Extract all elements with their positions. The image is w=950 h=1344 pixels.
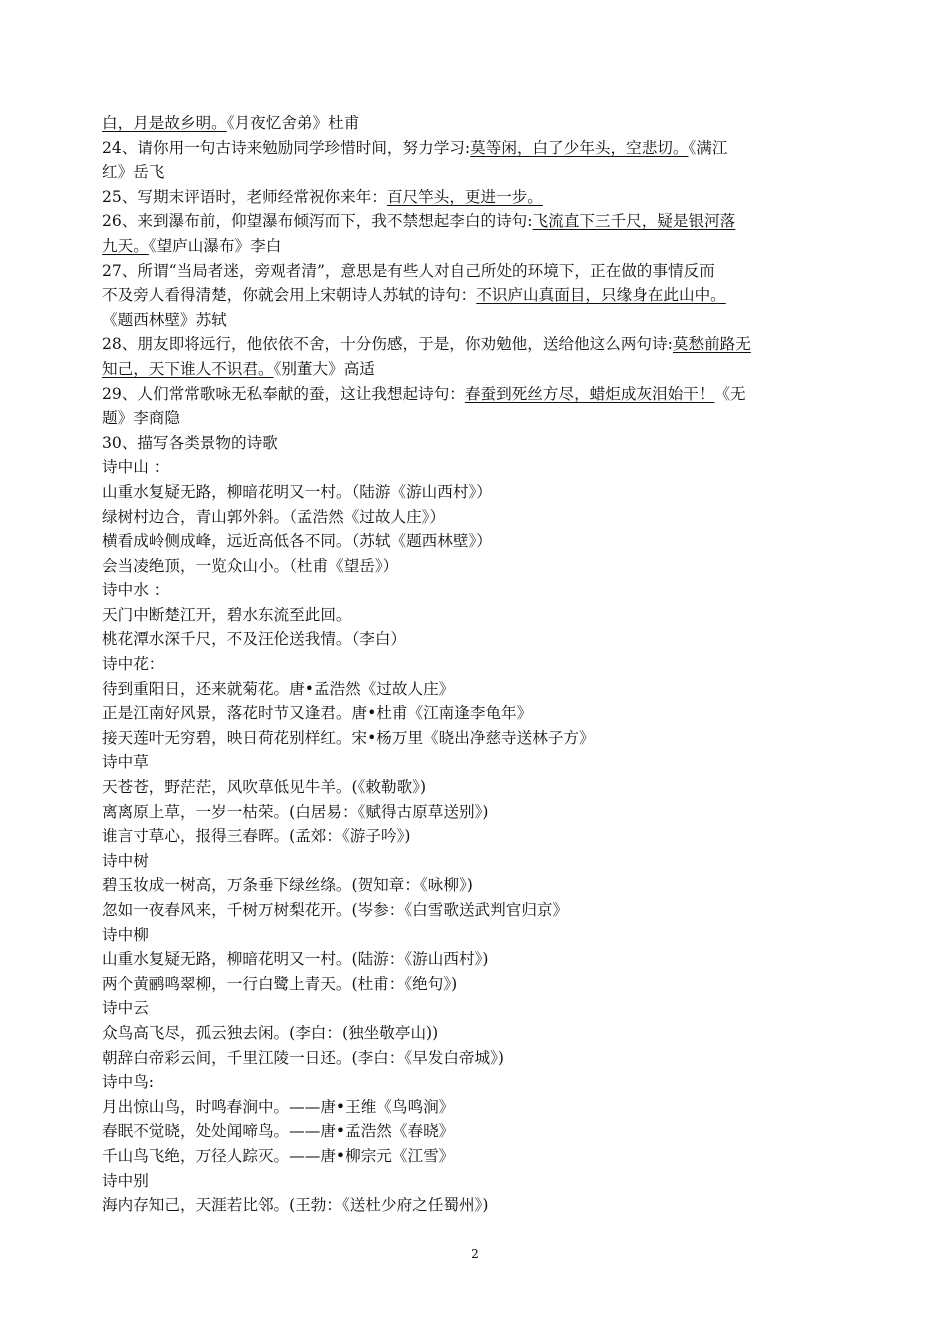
text-segment: 30、描写各类景物的诗歌 xyxy=(102,433,278,452)
text-segment: 《别董大》高适 xyxy=(273,359,375,378)
text-segment: 绿树村边合，青山郭外斜。（孟浩然《过故人庄》） xyxy=(102,507,446,526)
text-segment: 《无 xyxy=(714,384,746,403)
text-line xyxy=(102,701,854,726)
text-line xyxy=(102,259,854,284)
text-segment: 众鸟高飞尽，孤云独去闲。(李白：(独坐敬亭山)) xyxy=(102,1023,439,1042)
text-line xyxy=(102,1119,854,1144)
text-line xyxy=(102,972,854,997)
text-segment: 月出惊山鸟，时鸣春涧中。——唐•王维《鸟鸣涧》 xyxy=(102,1097,455,1116)
underlined-answer: 飞流直下三千尺，疑是银河落 xyxy=(532,212,736,231)
text-line xyxy=(102,627,854,652)
text-segment: 诗中山 ： xyxy=(102,458,170,477)
text-segment: 25、写期末评语时，老师经常祝你来年： xyxy=(102,187,387,206)
text-segment: 桃花潭水深千尺，不及汪伦送我情。（李白） xyxy=(102,630,407,649)
text-segment: 《满江 xyxy=(688,138,728,157)
text-line xyxy=(102,652,854,677)
text-segment: 接天莲叶无穷碧，映日荷花别样红。宋•杨万里《晓出净慈寺送林子方》 xyxy=(102,728,595,747)
text-line xyxy=(102,1144,854,1169)
text-line xyxy=(102,800,854,825)
text-line xyxy=(102,111,854,136)
text-line xyxy=(102,578,854,603)
text-segment: 题》李商隐 xyxy=(102,409,180,428)
underlined-answer: 不识庐山真面目，只缘身在此山中。 xyxy=(476,286,726,305)
text-segment: 不及旁人看得清楚，你就会用上宋朝诗人苏轼的诗句： xyxy=(102,286,477,305)
underlined-answer: 九天。 xyxy=(102,236,149,255)
text-line xyxy=(102,308,854,333)
text-line xyxy=(102,357,854,382)
text-line xyxy=(102,898,854,923)
underlined-answer: 春蚕到死丝方尽，蜡炬成灰泪始干！ xyxy=(464,384,715,403)
underlined-answer: 莫愁前路无 xyxy=(672,335,751,354)
text-line xyxy=(102,382,854,407)
underlined-answer: 莫等闲，白了少年头，空悲切。 xyxy=(470,138,689,157)
text-line xyxy=(102,923,854,948)
text-segment: 《望庐山瀑布》李白 xyxy=(148,236,282,255)
text-segment: 谁言寸草心，报得三春晖。(孟郊：《游子吟》) xyxy=(102,827,411,846)
text-line xyxy=(102,824,854,849)
text-line xyxy=(102,603,854,628)
text-line xyxy=(102,1169,854,1194)
text-segment: 离离原上草，一岁一枯荣。(白居易：《赋得古原草送别》) xyxy=(102,802,489,821)
text-line xyxy=(102,947,854,972)
text-line xyxy=(102,209,854,234)
text-line xyxy=(102,1095,854,1120)
text-line xyxy=(102,1021,854,1046)
text-line xyxy=(102,455,854,480)
document-body xyxy=(102,111,854,1218)
text-line xyxy=(102,332,854,357)
text-line xyxy=(102,185,854,210)
text-line xyxy=(102,406,854,431)
text-line xyxy=(102,234,854,259)
text-segment: 天门中断楚江开，碧水东流至此回。 xyxy=(102,605,352,624)
text-segment: 诗中水 ： xyxy=(102,581,170,600)
text-line xyxy=(102,136,854,161)
text-segment: 海内存知己，天涯若比邻。(王勃：《送杜少府之任蜀州》) xyxy=(102,1196,489,1215)
text-line xyxy=(102,750,854,775)
text-segment: 诗中树 xyxy=(102,851,149,870)
text-segment: 碧玉妆成一树高，万条垂下绿丝绦。(贺知章：《咏柳》) xyxy=(102,876,473,895)
text-segment: 忽如一夜春风来，千树万树梨花开。(岑参：《白雪歌送武判官归京》 xyxy=(102,901,569,919)
text-segment: 诗中云 xyxy=(102,999,149,1018)
text-segment: 横看成岭侧成峰，远近高低各不同。（苏轼《题西林壁》） xyxy=(102,532,492,551)
text-segment: 正是江南好风景，落花时节又逢君。唐•杜甫《江南逢李龟年》 xyxy=(102,704,533,723)
text-line xyxy=(102,505,854,530)
text-segment: 红》岳飞 xyxy=(102,163,165,182)
text-segment: 《月夜忆舍弟》杜甫 xyxy=(226,114,360,132)
text-segment: 诗中花： xyxy=(102,655,165,674)
text-segment: 朝辞白帝彩云间，千里江陵一日还。(李白：《早发白帝城》) xyxy=(102,1048,505,1067)
text-line xyxy=(102,1046,854,1071)
text-line xyxy=(102,431,854,456)
text-line xyxy=(102,554,854,579)
text-segment: 诗中草 xyxy=(102,753,149,772)
underlined-answer: 白，月是故乡明。 xyxy=(102,114,227,132)
text-segment: 天苍苍，野茫茫，风吹草低见牛羊。(《敕勒歌》) xyxy=(102,778,427,797)
text-segment: 两个黄鹂鸣翠柳，一行白鹭上青天。(杜甫：《绝句》) xyxy=(102,974,458,993)
text-segment: 会当凌绝顶，一览众山小。（杜甫《望岳》） xyxy=(102,556,399,575)
text-segment: 诗中鸟: xyxy=(102,1073,155,1092)
text-segment: 诗中柳 xyxy=(102,925,149,944)
underlined-answer: 知己，天下谁人不识君。 xyxy=(102,359,274,378)
text-line xyxy=(102,1193,854,1218)
text-line xyxy=(102,1070,854,1095)
text-segment: 山重水复疑无路，柳暗花明又一村。（陆游《游山西村》） xyxy=(102,482,492,501)
text-segment: 24、请你用一句古诗来勉励同学珍惜时间，努力学习: xyxy=(102,138,471,157)
text-segment: 《题西林壁》苏轼 xyxy=(102,310,227,329)
text-line xyxy=(102,283,854,308)
text-line xyxy=(102,873,854,898)
text-segment: 29、人们常常歌咏无私奉献的蚕，这让我想起诗句： xyxy=(102,384,465,403)
text-segment: 26、来到瀑布前，仰望瀑布倾泻而下，我不禁想起李白的诗句: xyxy=(102,212,533,231)
text-line xyxy=(102,160,854,185)
underlined-answer: 百尺竿头，更进一步。 xyxy=(386,187,543,206)
text-line xyxy=(102,480,854,505)
text-segment: 春眠不觉晓，处处闻啼鸟。——唐•孟浩然《春晓》 xyxy=(102,1122,455,1141)
text-segment: 27、所谓“当局者迷，旁观者清”，意思是有些人对自己所处的环境下，正在做的事情反而 xyxy=(102,261,715,280)
text-segment: 山重水复疑无路，柳暗花明又一村。(陆游：《游山西村》) xyxy=(102,950,489,969)
text-line xyxy=(102,996,854,1021)
text-segment: 千山鸟飞绝，万径人踪灭。——唐•柳宗元《江雪》 xyxy=(102,1146,455,1165)
text-line xyxy=(102,775,854,800)
text-segment: 待到重阳日，还来就菊花。唐•孟浩然《过故人庄》 xyxy=(102,679,455,698)
text-line xyxy=(102,529,854,554)
page-number: 2 xyxy=(471,1247,479,1261)
text-segment: 诗中别 xyxy=(102,1171,149,1190)
text-line xyxy=(102,849,854,874)
text-line xyxy=(102,726,854,751)
text-line xyxy=(102,677,854,702)
text-segment: 28、朋友即将远行，他依依不舍，十分伤感，于是，你劝勉他，送给他这么两句诗: xyxy=(102,335,673,354)
